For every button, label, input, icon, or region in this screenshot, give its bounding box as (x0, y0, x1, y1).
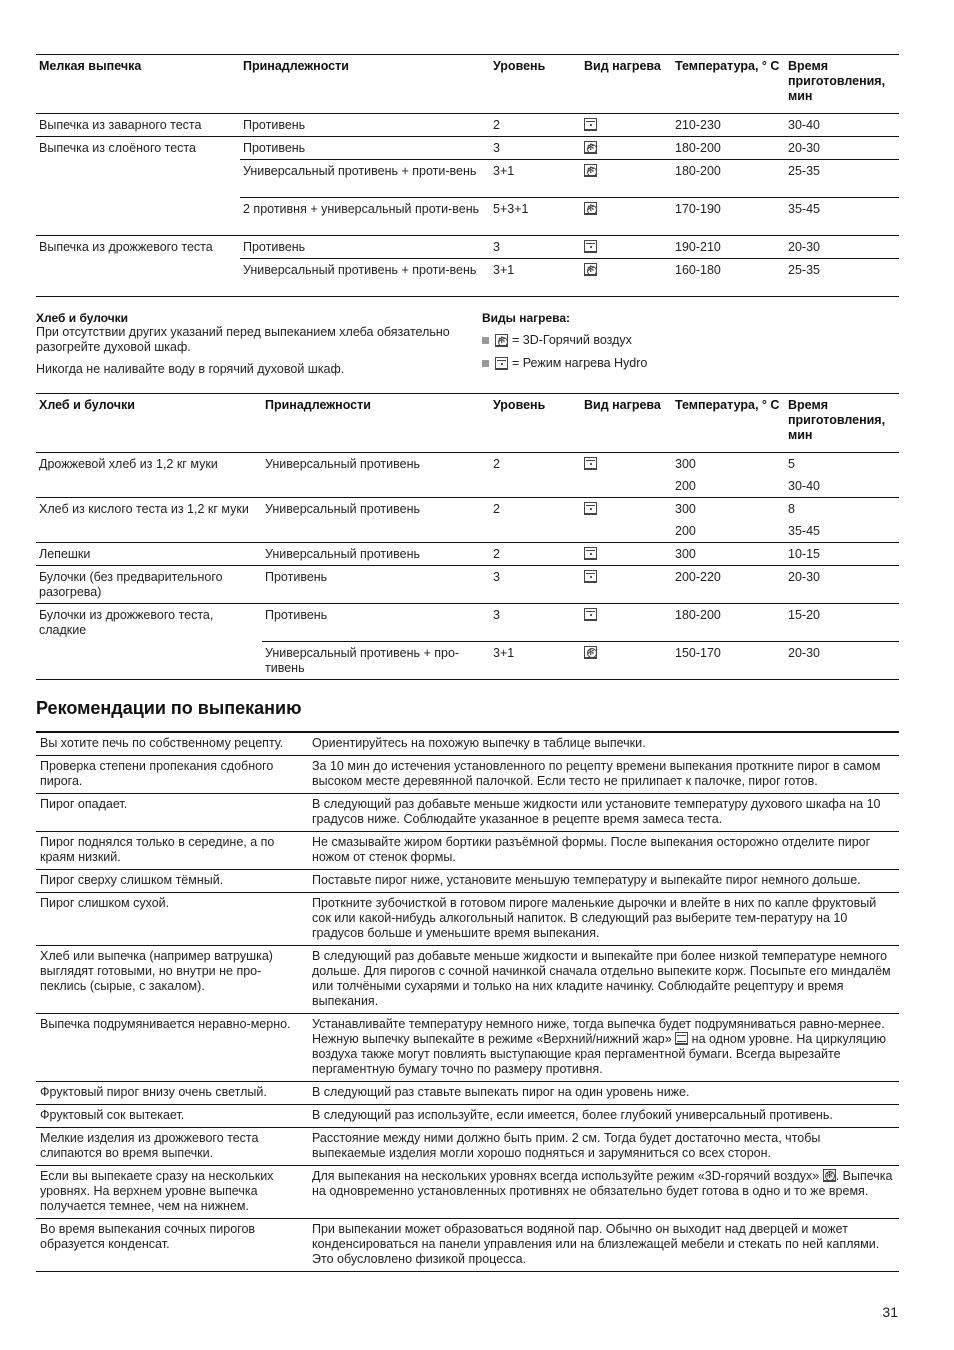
table-header-row (36, 394, 899, 453)
solution-text: Для выпекания на нескольких уровнях всегда используйте режим «3D-горячий воздух» (312, 1168, 820, 1183)
cell-accessory: Универсальный противень (262, 498, 490, 543)
cell-accessory: Противень (240, 236, 490, 259)
cell-accessory: Универсальный противень (262, 453, 490, 498)
bread-notes-title: Хлеб и булочки (36, 311, 129, 325)
col-header-time: Время приготовления, мин (788, 398, 886, 442)
cell-temp: 200-220 (672, 566, 785, 604)
cell-temp: 180-200 (672, 604, 785, 642)
small-pastry-table (36, 54, 899, 297)
cell-time: 35-45 (785, 198, 899, 236)
cell-time (785, 453, 899, 498)
table-row (36, 498, 899, 543)
solution-text: Устанавливайте температуру немного ниже, тогда выпечка будет подрумяниваться равно-мернее. Нежную выпечку выпекайте в режиме «Верхний/нижний жар» (312, 1016, 885, 1046)
cell-accessory: Противень (240, 114, 490, 137)
solution-cell: Расстояние между ними должно быть прим. 2 см. Тогда будет достаточно места, чтобы выпекаемые изделия могли хорошо подняться и зарумяниться со всех сторон. (312, 1130, 821, 1160)
cell-temp (672, 498, 785, 543)
table-header-row (36, 55, 899, 114)
problem-cell: Пирог опадает. (40, 796, 128, 811)
table-row (36, 1218, 899, 1271)
problem-cell: Во время выпекания сочных пирогов образуется конденсат. (40, 1221, 256, 1251)
fan-icon (584, 202, 597, 215)
cell-item: Дрожжевой хлеб из 1,2 кг муки (36, 453, 262, 498)
cell-item: Лепешки (36, 543, 262, 566)
table-row (36, 259, 899, 297)
cell-temp: 160-180 (672, 259, 785, 297)
time-stage-1: 8 (788, 502, 795, 516)
col-header-temp: Температура, ° С (675, 398, 780, 412)
cell-item (36, 198, 240, 236)
col-header-heat: Вид нагрева (584, 398, 661, 412)
table-row (36, 869, 899, 892)
cell-level: 3+1 (490, 259, 581, 297)
col-header-item: Хлеб и булочки (39, 398, 135, 412)
hydro-icon (584, 457, 597, 470)
solution-cell (308, 1013, 899, 1081)
cell-temp: 190-210 (672, 236, 785, 259)
table-row (36, 892, 899, 945)
bread-table (36, 393, 899, 680)
solution-text: . Выпечка на одновременно установленных противнях не обязательно будет готова в одно и то же время. (312, 1168, 893, 1198)
cell-time: 20-30 (785, 566, 899, 604)
temp-stage-1: 300 (675, 457, 696, 471)
problem-cell: Вы хотите печь по собственному рецепту. (40, 735, 284, 750)
solution-cell: Ориентируйтесь на похожую выпечку в таблице выпечки. (312, 735, 646, 750)
problem-cell: Если вы выпекаете сразу на нескольких уровнях. На верхнем уровне выпечка получается темнее, чем на нижнем. (40, 1168, 274, 1213)
info-block (36, 311, 899, 393)
cell-heat (581, 641, 672, 679)
cell-heat (581, 453, 672, 498)
cell-accessory: Универсальный противень + проти-вень (240, 259, 490, 297)
solution-cell: В следующий раз добавьте меньше жидкости или установите температуру духового шкафа на 10 градусов ниже. Соблюдайте указанное в рецепте время замеса теста. (312, 796, 881, 826)
table-row (36, 1104, 899, 1127)
table-row (36, 1165, 899, 1218)
cell-time: 15-20 (785, 604, 899, 642)
hydro-icon (584, 118, 597, 131)
cell-level: 2 (490, 498, 581, 543)
cell-time: 25-35 (785, 160, 899, 198)
fan-icon (584, 646, 597, 659)
problem-cell: Хлеб или выпечка (например ватрушка) выглядят готовыми, но внутри не про-пеклись (сырые, с закалом). (40, 948, 273, 993)
table-row (36, 831, 899, 869)
cell-temp: 170-190 (672, 198, 785, 236)
cell-item: Булочки из дрожжевого теста, сладкие (36, 604, 262, 642)
cell-accessory: Универсальный противень + проти-вень (240, 160, 490, 198)
legend-item-3d-hot-air (482, 333, 902, 348)
solution-cell: Не смазывайте жиром бортики разъёмной формы. После выпекания осторожно отделите пирог ножом от стенок формы. (312, 834, 871, 864)
cell-heat (581, 137, 672, 160)
cell-level: 3+1 (490, 641, 581, 679)
temp-stage-1: 300 (675, 502, 696, 516)
cell-time: 25-35 (785, 259, 899, 297)
page-number: 31 (882, 1304, 898, 1320)
time-stage-1: 5 (788, 457, 795, 471)
cell-time (785, 498, 899, 543)
cell-temp: 180-200 (672, 137, 785, 160)
cell-heat (581, 236, 672, 259)
cell-time: 30-40 (785, 114, 899, 137)
cell-temp: 150-170 (672, 641, 785, 679)
cell-level: 3 (490, 604, 581, 642)
bread-notes (36, 311, 456, 377)
table-row (36, 198, 899, 236)
problem-cell: Выпечка подрумянивается неравно-мерно. (40, 1016, 291, 1031)
cell-heat (581, 259, 672, 297)
table-row (36, 1127, 899, 1165)
cell-level: 3 (490, 236, 581, 259)
bullet-icon (482, 360, 489, 367)
col-header-time: Время приготовления, мин (788, 59, 886, 103)
cell-item: Выпечка из слоёного теста (36, 137, 240, 160)
table-row (36, 755, 899, 793)
hydro-icon (584, 570, 597, 583)
fan-icon (584, 263, 597, 276)
fan-icon (584, 164, 597, 177)
table-row (36, 566, 899, 604)
table-row (36, 160, 899, 198)
time-stage-2: 30-40 (788, 479, 820, 493)
cell-time: 10-15 (785, 543, 899, 566)
temp-stage-2: 200 (675, 524, 696, 538)
problem-cell: Пирог слишком сухой. (40, 895, 170, 910)
problem-cell: Мелкие изделия из дрожжевого теста слипаются во время выпечки. (40, 1130, 259, 1160)
col-header-level: Уровень (493, 398, 546, 412)
cell-accessory: Универсальный противень (262, 543, 490, 566)
hydro-icon (584, 502, 597, 515)
table-row (36, 543, 899, 566)
solution-cell: В следующий раз используйте, если имеется, более глубокий универсальный противень. (312, 1107, 833, 1122)
top-bottom-heat-icon (675, 1032, 688, 1045)
problem-cell: Проверка степени пропекания сдобного пирога. (40, 758, 274, 788)
cell-level: 3 (490, 566, 581, 604)
table-row (36, 641, 899, 679)
col-header-accessory: Принадлежности (243, 59, 349, 73)
cell-item (36, 641, 262, 679)
cell-heat (581, 114, 672, 137)
solution-cell: За 10 мин до истечения установленного по рецепту времени выпекания проткните пирог в самом высоком месте деревянной палочкой. Если тесто не прилипает к палочке, пирог готов. (312, 758, 881, 788)
cell-temp: 210-230 (672, 114, 785, 137)
cell-temp (672, 453, 785, 498)
recommendations-table (36, 731, 899, 1272)
table-row (36, 604, 899, 642)
legend-label: = Режим нагрева Hydro (512, 356, 648, 370)
table-row (36, 114, 899, 137)
hydro-icon (495, 357, 508, 370)
cell-heat (581, 543, 672, 566)
solution-cell: В следующий раз ставьте выпекать пирог на один уровень ниже. (312, 1084, 690, 1099)
cell-item: Выпечка из дрожжевого теста (36, 236, 240, 259)
solution-cell: При выпекании может образоваться водяной пар. Обычно он выходит над дверцей и может конденсироваться на панели управления или на близлежащей мебели и стекать по ней каплями. Это обусловлено физикой процесса. (312, 1221, 880, 1266)
section-title-recommendations: Рекомендации по выпеканию (36, 697, 302, 718)
fan-icon (495, 334, 508, 347)
table-row (36, 732, 899, 756)
document-page (36, 54, 899, 1272)
cell-level: 3+1 (490, 160, 581, 198)
col-header-accessory: Принадлежности (265, 398, 371, 412)
problem-cell: Фруктовый пирог внизу очень светлый. (40, 1084, 267, 1099)
time-stage-2: 35-45 (788, 524, 820, 538)
bread-note-preheat: При отсутствии других указаний перед выпеканием хлеба обязательно разогрейте духовой шкаф. (36, 325, 450, 354)
solution-cell: Проткните зубочисткой в готовом пироге маленькие дырочки и влейте в них по капле фруктовый сок или какой-нибудь алкогольный напиток. В следующий раз выберите тем-пературу на 10 градусов больше и уменьшите время выпекания. (312, 895, 877, 940)
cell-accessory: Противень (262, 604, 490, 642)
bullet-icon (482, 337, 489, 344)
cell-time: 20-30 (785, 641, 899, 679)
cell-item (36, 160, 240, 198)
cell-level: 5+3+1 (490, 198, 581, 236)
cell-temp: 300 (672, 543, 785, 566)
problem-cell: Пирог сверху слишком тёмный. (40, 872, 224, 887)
cell-item: Булочки (без предварительного разогрева) (36, 566, 262, 604)
table-row (36, 1081, 899, 1104)
col-header-heat: Вид нагрева (584, 59, 661, 73)
heat-types-title: Виды нагрева: (482, 311, 571, 325)
cell-temp: 180-200 (672, 160, 785, 198)
solution-cell: Поставьте пирог ниже, установите меньшую температуру и выпекайте пирог немного дольше. (312, 872, 861, 887)
legend-label: = 3D-Горячий воздух (512, 333, 632, 347)
col-header-item: Мелкая выпечка (39, 59, 142, 73)
hydro-icon (584, 608, 597, 621)
table-row (36, 793, 899, 831)
cell-heat (581, 198, 672, 236)
problem-cell: Фруктовый сок вытекает. (40, 1107, 185, 1122)
cell-item (36, 259, 240, 297)
cell-level: 2 (490, 453, 581, 498)
legend-item-hydro (482, 356, 902, 371)
col-header-temp: Температура, ° С (675, 59, 780, 73)
solution-cell: В следующий раз добавьте меньше жидкости и выпекайте при более низкой температуре немного дольше. Для пирогов с сочной начинкой сначала отдельно выпеките корж. Посыпьте его миндалём или толчёными сухарями и только на них кладите начинку. Соблюдайте рецептуру и время выпекания. (312, 948, 891, 1008)
temp-stage-2: 200 (675, 479, 696, 493)
heat-types-legend (482, 311, 902, 371)
cell-heat (581, 160, 672, 198)
cell-level: 2 (490, 543, 581, 566)
cell-accessory: Универсальный противень + про-тивень (262, 641, 490, 679)
table-row (36, 1013, 899, 1081)
problem-cell: Пирог поднялся только в середине, а по краям низкий. (40, 834, 275, 864)
solution-cell (308, 1165, 899, 1218)
col-header-level: Уровень (493, 59, 546, 73)
fan-icon (584, 141, 597, 154)
cell-heat (581, 604, 672, 642)
cell-item: Выпечка из заварного теста (36, 114, 240, 137)
cell-time: 20-30 (785, 137, 899, 160)
hydro-icon (584, 547, 597, 560)
cell-level: 2 (490, 114, 581, 137)
cell-accessory: Противень (240, 137, 490, 160)
solution-text: на одном уровне. На циркуляцию воздуха также могут повлиять выступающие края пергаментной бумаги. Всегда вырезайте пергаментную бумагу точно по размеру противня. (312, 1031, 887, 1076)
table-row (36, 137, 899, 160)
cell-heat (581, 498, 672, 543)
cell-heat (581, 566, 672, 604)
table-row (36, 945, 899, 1013)
cell-item: Хлеб из кислого теста из 1,2 кг муки (36, 498, 262, 543)
cell-time: 20-30 (785, 236, 899, 259)
cell-accessory: Противень (262, 566, 490, 604)
fan-icon (823, 1169, 836, 1182)
cell-accessory: 2 противня + универсальный проти-вень (240, 198, 490, 236)
table-row (36, 453, 899, 498)
table-row (36, 236, 899, 259)
hydro-icon (584, 240, 597, 253)
bread-note-water: Никогда не наливайте воду в горячий духовой шкаф. (36, 362, 345, 376)
cell-level: 3 (490, 137, 581, 160)
